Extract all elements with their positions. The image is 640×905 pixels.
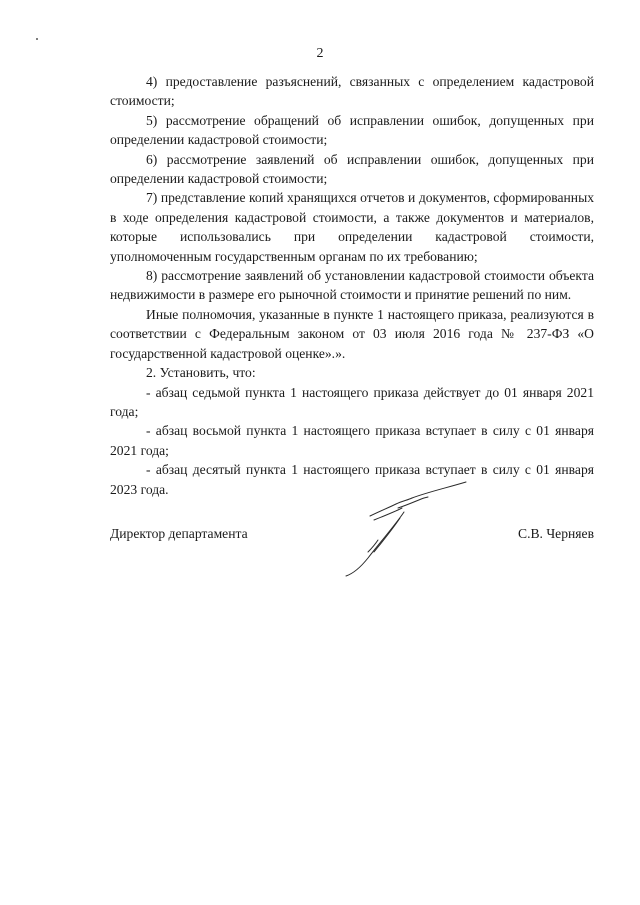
paragraph-point-2: 2. Установить, что: [146, 365, 256, 381]
document-body [110, 72, 594, 499]
page-number: 2 [316, 46, 324, 61]
paragraph-item-4: 4) предоставление разъяснений, связанных с определением кадастровой стоимости; [110, 74, 594, 109]
paragraph-indent-8: - абзац восьмой пункта 1 настоящего приказа вступает в силу с 01 января 2021 года; [110, 423, 594, 458]
paragraph-other-powers: Иные полномочия, указанные в пункте 1 настоящего приказа, реализуются в соответствии с Федеральным законом от 03 июля 2016 года № 237-ФЗ «О государственной кадастровой оценке».». [110, 306, 594, 361]
handwritten-signature-icon [338, 478, 478, 578]
paragraph-item-5: 5) рассмотрение обращений об исправлении ошибок, допущенных при определении кадастровой стоимости; [110, 112, 594, 148]
paragraph-indent-7: - абзац седьмой пункта 1 настоящего приказа действует до 01 января 2021 года; [110, 384, 594, 419]
paragraph-item-6: 6) рассмотрение заявлений об исправлении ошибок, допущенных при определении кадастровой стоимости; [110, 151, 594, 187]
paragraph-item-7: 7) представление копий хранящихся отчетов и документов, сформированных в ходе определения кадастровой стоимости, а также документов и материалов, которые использовались при определении кадастровой стоимости, уполномоченным государственным органам по их требованию; [110, 190, 594, 264]
scan-speck [36, 38, 38, 40]
signer-title: Директор департамента [110, 526, 248, 541]
signer-name: С.В. Черняев [518, 526, 594, 541]
paragraph-item-8: 8) рассмотрение заявлений об установлении кадастровой стоимости объекта недвижимости в размере его рыночной стоимости и принятие решений по ним. [110, 268, 594, 303]
paragraph-indent-10: - абзац десятый пункта 1 настоящего приказа вступает в силу с 01 января 2023 года. [110, 462, 594, 497]
